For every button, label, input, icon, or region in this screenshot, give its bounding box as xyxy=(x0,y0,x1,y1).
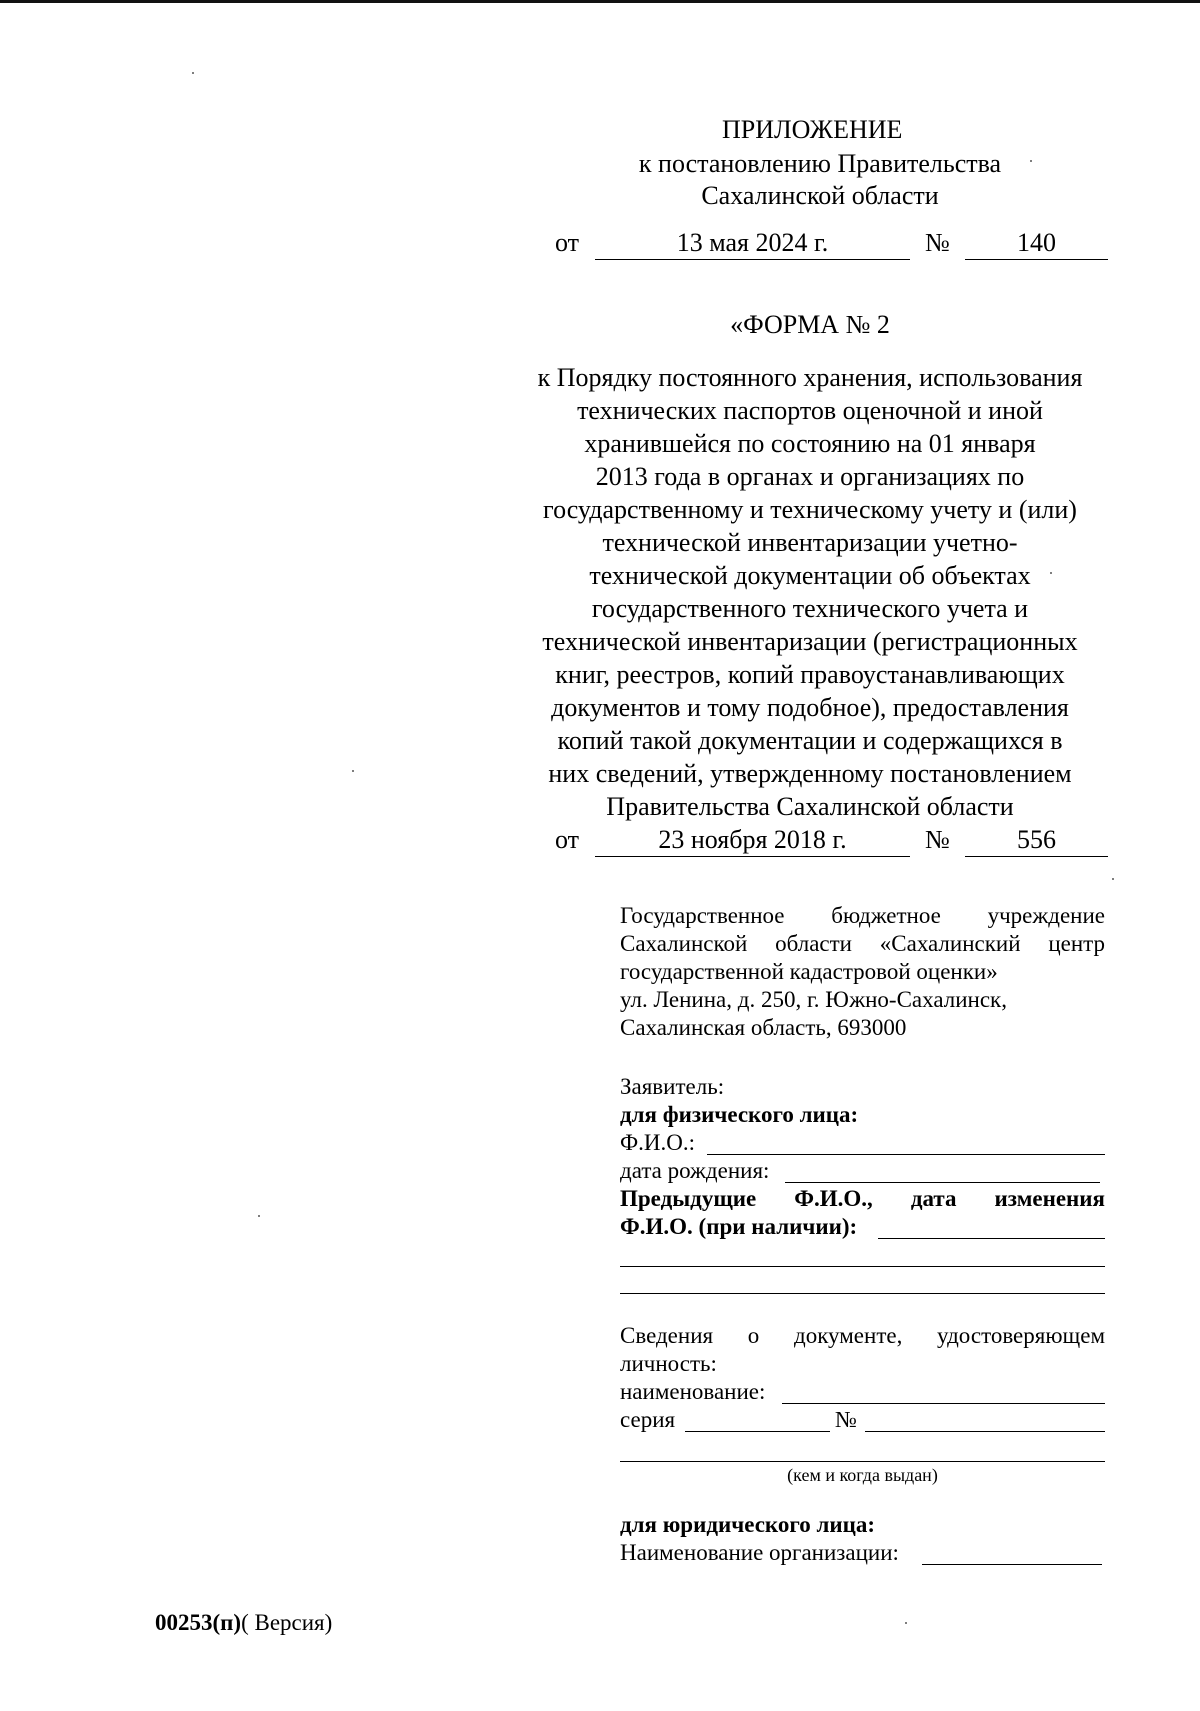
form-description-line: государственному и техническому учету и (или) xyxy=(543,495,1077,524)
previous-fio-label-2: Ф.И.О. (при наличии): xyxy=(620,1214,858,1239)
id-document-label-2: личность: xyxy=(620,1351,717,1376)
recipient-line: Сахалинской области «Сахалинский центр xyxy=(620,931,1105,956)
fio-field[interactable] xyxy=(707,1132,1105,1155)
form-description-line: государственного технического учета и xyxy=(591,594,1029,623)
organization-name-label: Наименование организации: xyxy=(620,1540,899,1565)
resolution-number: 140 xyxy=(1017,228,1056,257)
applicant-label: Заявитель: xyxy=(620,1074,725,1099)
scan-speck xyxy=(258,1215,260,1217)
form-title: «ФОРМА № 2 xyxy=(730,310,890,339)
issued-by-field[interactable] xyxy=(620,1439,1105,1462)
document-name-field[interactable] xyxy=(782,1381,1105,1404)
issued-by-note: (кем и когда выдан) xyxy=(787,1465,938,1485)
organization-name-field[interactable] xyxy=(922,1542,1102,1565)
appendix-title: ПРИЛОЖЕНИЕ xyxy=(722,115,903,144)
order-date: 23 ноября 2018 г. xyxy=(658,825,847,854)
scan-speck xyxy=(352,770,354,772)
form-description-line: технических паспортов оценочной и иной xyxy=(577,396,1043,425)
form-description-line: технической инвентаризации учетно- xyxy=(602,528,1018,557)
order-number: 556 xyxy=(1017,825,1056,854)
form-description-line: технической документации об объектах xyxy=(589,561,1031,590)
order-from-label: от xyxy=(555,825,580,854)
id-document-label: Сведения о документе, удостоверяющем xyxy=(620,1323,1105,1348)
birth-date-label: дата рождения: xyxy=(620,1158,770,1183)
previous-fio-label: Предыдущие Ф.И.О., дата изменения xyxy=(620,1186,1105,1211)
scan-speck xyxy=(1030,160,1032,162)
form-description-line: хранившейся по состоянию на 01 января xyxy=(584,429,1036,458)
previous-fio-field-line-3[interactable] xyxy=(620,1273,1105,1294)
document-version: ( Версия) xyxy=(241,1610,333,1635)
series-field[interactable] xyxy=(685,1409,830,1432)
form-description-line: к Порядку постоянного хранения, использования xyxy=(537,363,1083,392)
form-description-line: технической инвентаризации (регистрационных xyxy=(542,627,1078,656)
document-code-number: 00253(п) xyxy=(155,1610,242,1635)
form-description-line: них сведений, утвержденному постановлением xyxy=(548,759,1072,788)
recipient-line: Государственное бюджетное учреждение xyxy=(620,903,1105,928)
scan-speck xyxy=(1112,878,1114,880)
document-number-field[interactable] xyxy=(865,1409,1105,1432)
recipient-line: Сахалинская область, 693000 xyxy=(620,1015,907,1040)
document-number-label: № xyxy=(835,1407,857,1432)
recipient-line: ул. Ленина, д. 250, г. Южно-Сахалинск, xyxy=(620,987,1007,1012)
previous-fio-field-line-2[interactable] xyxy=(620,1246,1105,1267)
birth-date-field[interactable] xyxy=(785,1160,1100,1183)
individual-heading: для физического лица: xyxy=(620,1102,859,1127)
fio-label: Ф.И.О.: xyxy=(620,1130,696,1155)
resolution-line-2: Сахалинской области xyxy=(701,181,939,210)
resolution-from-label: от xyxy=(555,228,580,257)
scan-speck xyxy=(1050,572,1052,574)
form-description-line: документов и тому подобное), предоставления xyxy=(551,693,1069,722)
form-description-line: Правительства Сахалинской области xyxy=(606,792,1014,821)
document-code xyxy=(155,1609,332,1637)
recipient-line: государственной кадастровой оценки» xyxy=(620,959,998,984)
form-description-line: книг, реестров, копий правоустанавливающих xyxy=(555,660,1065,689)
resolution-date: 13 мая 2024 г. xyxy=(676,228,829,257)
scan-speck xyxy=(905,1622,907,1624)
document-name-label: наименование: xyxy=(620,1379,766,1404)
series-label: серия xyxy=(620,1407,676,1432)
resolution-line-1: к постановлению Правительства xyxy=(638,149,1002,178)
form-description-line: копий такой документации и содержащихся в xyxy=(557,726,1063,755)
scan-top-edge xyxy=(0,0,1200,3)
form-description-line: 2013 года в органах и организациях по xyxy=(595,462,1025,491)
scan-speck xyxy=(192,72,194,74)
legal-entity-heading: для юридического лица: xyxy=(620,1512,876,1537)
order-number-label: № xyxy=(925,825,950,854)
resolution-number-label: № xyxy=(925,228,950,257)
previous-fio-field[interactable] xyxy=(878,1216,1105,1239)
